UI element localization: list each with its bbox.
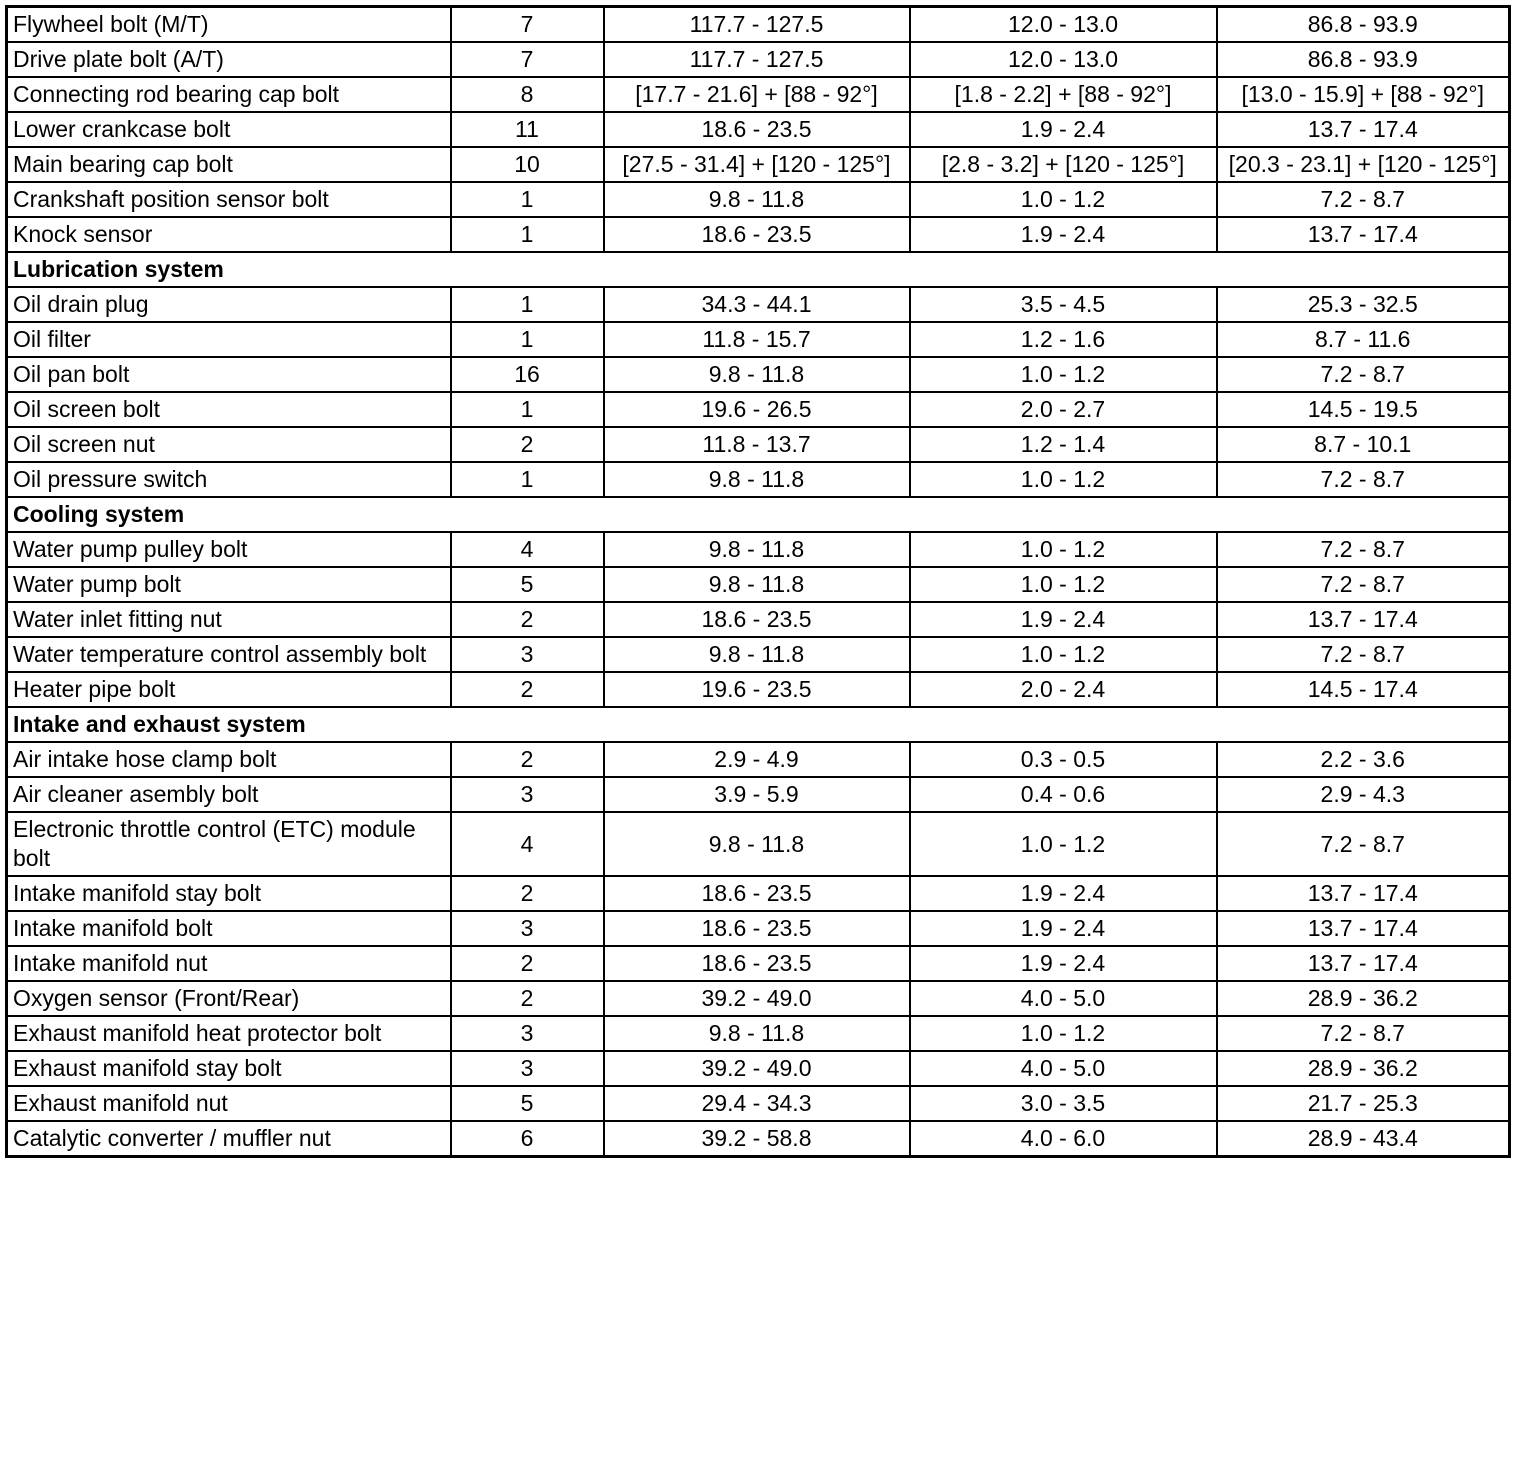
torque-kgfm-cell: 1.9 - 2.4 xyxy=(910,911,1217,946)
torque-lbft-cell: 7.2 - 8.7 xyxy=(1217,1016,1510,1051)
table-row xyxy=(7,1086,1510,1121)
torque-nm-cell: 9.8 - 11.8 xyxy=(604,637,910,672)
table-row xyxy=(7,532,1510,567)
item-name-cell: Heater pipe bolt xyxy=(7,672,451,707)
table-row xyxy=(7,182,1510,217)
quantity-cell: 11 xyxy=(451,112,604,147)
quantity-cell: 7 xyxy=(451,42,604,77)
torque-kgfm-cell: 4.0 - 6.0 xyxy=(910,1121,1217,1157)
torque-nm-cell: 19.6 - 23.5 xyxy=(604,672,910,707)
torque-kgfm-cell: 1.2 - 1.6 xyxy=(910,322,1217,357)
table-row xyxy=(7,392,1510,427)
quantity-cell: 2 xyxy=(451,876,604,911)
table-row xyxy=(7,112,1510,147)
item-name-cell: Oil filter xyxy=(7,322,451,357)
quantity-cell: 5 xyxy=(451,1086,604,1121)
table-row xyxy=(7,77,1510,112)
torque-lbft-cell: 13.7 - 17.4 xyxy=(1217,911,1510,946)
torque-lbft-cell: 13.7 - 17.4 xyxy=(1217,946,1510,981)
table-row xyxy=(7,287,1510,322)
table-row xyxy=(7,777,1510,812)
quantity-cell: 2 xyxy=(451,672,604,707)
table-row xyxy=(7,812,1510,876)
quantity-cell: 1 xyxy=(451,182,604,217)
torque-kgfm-cell: 1.0 - 1.2 xyxy=(910,1016,1217,1051)
torque-lbft-cell: 7.2 - 8.7 xyxy=(1217,357,1510,392)
quantity-cell: 3 xyxy=(451,777,604,812)
item-name-cell: Intake manifold bolt xyxy=(7,911,451,946)
torque-nm-cell: 11.8 - 15.7 xyxy=(604,322,910,357)
torque-lbft-cell: 28.9 - 36.2 xyxy=(1217,981,1510,1016)
quantity-cell: 6 xyxy=(451,1121,604,1157)
table-row xyxy=(7,637,1510,672)
torque-nm-cell: 18.6 - 23.5 xyxy=(604,876,910,911)
section-header-row xyxy=(7,497,1510,532)
torque-lbft-cell: 7.2 - 8.7 xyxy=(1217,462,1510,497)
section-title: Lubrication system xyxy=(7,252,1510,287)
torque-nm-cell: [17.7 - 21.6] + [88 - 92°] xyxy=(604,77,910,112)
torque-kgfm-cell: 4.0 - 5.0 xyxy=(910,1051,1217,1086)
torque-kgfm-cell: 1.9 - 2.4 xyxy=(910,112,1217,147)
torque-kgfm-cell: 12.0 - 13.0 xyxy=(910,42,1217,77)
torque-nm-cell: 34.3 - 44.1 xyxy=(604,287,910,322)
torque-lbft-cell: 8.7 - 10.1 xyxy=(1217,427,1510,462)
torque-lbft-cell: 28.9 - 36.2 xyxy=(1217,1051,1510,1086)
quantity-cell: 5 xyxy=(451,567,604,602)
item-name-cell: Oxygen sensor (Front/Rear) xyxy=(7,981,451,1016)
quantity-cell: 1 xyxy=(451,217,604,252)
table-row xyxy=(7,602,1510,637)
torque-lbft-cell: 14.5 - 19.5 xyxy=(1217,392,1510,427)
quantity-cell: 2 xyxy=(451,742,604,777)
item-name-cell: Air intake hose clamp bolt xyxy=(7,742,451,777)
quantity-cell: 3 xyxy=(451,911,604,946)
torque-lbft-cell: 13.7 - 17.4 xyxy=(1217,876,1510,911)
quantity-cell: 8 xyxy=(451,77,604,112)
torque-nm-cell: 117.7 - 127.5 xyxy=(604,42,910,77)
item-name-cell: Water pump pulley bolt xyxy=(7,532,451,567)
item-name-cell: Intake manifold nut xyxy=(7,946,451,981)
torque-kgfm-cell: 1.9 - 2.4 xyxy=(910,876,1217,911)
item-name-cell: Exhaust manifold nut xyxy=(7,1086,451,1121)
torque-kgfm-cell: 3.5 - 4.5 xyxy=(910,287,1217,322)
quantity-cell: 3 xyxy=(451,637,604,672)
torque-lbft-cell: 7.2 - 8.7 xyxy=(1217,182,1510,217)
table-row xyxy=(7,742,1510,777)
torque-nm-cell: 39.2 - 58.8 xyxy=(604,1121,910,1157)
table-row xyxy=(7,322,1510,357)
table-row xyxy=(7,981,1510,1016)
item-name-cell: Main bearing cap bolt xyxy=(7,147,451,182)
quantity-cell: 1 xyxy=(451,287,604,322)
torque-nm-cell: 9.8 - 11.8 xyxy=(604,357,910,392)
item-name-cell: Intake manifold stay bolt xyxy=(7,876,451,911)
torque-kgfm-cell: 0.4 - 0.6 xyxy=(910,777,1217,812)
torque-kgfm-cell: 1.0 - 1.2 xyxy=(910,532,1217,567)
torque-nm-cell: 11.8 - 13.7 xyxy=(604,427,910,462)
torque-kgfm-cell: 2.0 - 2.4 xyxy=(910,672,1217,707)
quantity-cell: 7 xyxy=(451,7,604,43)
quantity-cell: 2 xyxy=(451,602,604,637)
torque-kgfm-cell: 2.0 - 2.7 xyxy=(910,392,1217,427)
item-name-cell: Water pump bolt xyxy=(7,567,451,602)
torque-lbft-cell: [13.0 - 15.9] + [88 - 92°] xyxy=(1217,77,1510,112)
torque-nm-cell: 9.8 - 11.8 xyxy=(604,567,910,602)
item-name-cell: Catalytic converter / muffler nut xyxy=(7,1121,451,1157)
torque-nm-cell: 117.7 - 127.5 xyxy=(604,7,910,43)
torque-lbft-cell: 7.2 - 8.7 xyxy=(1217,812,1510,876)
torque-kgfm-cell: 1.9 - 2.4 xyxy=(910,217,1217,252)
torque-specification-table xyxy=(5,5,1511,1158)
quantity-cell: 3 xyxy=(451,1016,604,1051)
torque-lbft-cell: [20.3 - 23.1] + [120 - 125°] xyxy=(1217,147,1510,182)
quantity-cell: 4 xyxy=(451,812,604,876)
torque-nm-cell: 39.2 - 49.0 xyxy=(604,981,910,1016)
item-name-cell: Lower crankcase bolt xyxy=(7,112,451,147)
torque-lbft-cell: 13.7 - 17.4 xyxy=(1217,112,1510,147)
torque-lbft-cell: 14.5 - 17.4 xyxy=(1217,672,1510,707)
item-name-cell: Oil screen nut xyxy=(7,427,451,462)
table-row xyxy=(7,1051,1510,1086)
torque-nm-cell: 18.6 - 23.5 xyxy=(604,602,910,637)
table-row xyxy=(7,876,1510,911)
torque-kgfm-cell: 1.0 - 1.2 xyxy=(910,182,1217,217)
table-row xyxy=(7,462,1510,497)
table-row xyxy=(7,1121,1510,1157)
torque-lbft-cell: 13.7 - 17.4 xyxy=(1217,217,1510,252)
torque-lbft-cell: 2.2 - 3.6 xyxy=(1217,742,1510,777)
quantity-cell: 2 xyxy=(451,981,604,1016)
torque-lbft-cell: 21.7 - 25.3 xyxy=(1217,1086,1510,1121)
item-name-cell: Flywheel bolt (M/T) xyxy=(7,7,451,43)
torque-nm-cell: 18.6 - 23.5 xyxy=(604,946,910,981)
torque-nm-cell: 19.6 - 26.5 xyxy=(604,392,910,427)
section-title: Intake and exhaust system xyxy=(7,707,1510,742)
torque-kgfm-cell: 1.0 - 1.2 xyxy=(910,637,1217,672)
torque-kgfm-cell: 1.0 - 1.2 xyxy=(910,357,1217,392)
torque-lbft-cell: 2.9 - 4.3 xyxy=(1217,777,1510,812)
item-name-cell: Oil drain plug xyxy=(7,287,451,322)
quantity-cell: 2 xyxy=(451,946,604,981)
table-row xyxy=(7,1016,1510,1051)
torque-kgfm-cell: 1.0 - 1.2 xyxy=(910,812,1217,876)
item-name-cell: Water temperature control assembly bolt xyxy=(7,637,451,672)
torque-lbft-cell: 7.2 - 8.7 xyxy=(1217,567,1510,602)
item-name-cell: Electronic throttle control (ETC) module bolt xyxy=(7,812,451,876)
torque-kgfm-cell: 0.3 - 0.5 xyxy=(910,742,1217,777)
torque-nm-cell: 9.8 - 11.8 xyxy=(604,462,910,497)
torque-nm-cell: 9.8 - 11.8 xyxy=(604,812,910,876)
quantity-cell: 1 xyxy=(451,322,604,357)
item-name-cell: Drive plate bolt (A/T) xyxy=(7,42,451,77)
torque-kgfm-cell: 1.2 - 1.4 xyxy=(910,427,1217,462)
section-title: Cooling system xyxy=(7,497,1510,532)
torque-nm-cell: 18.6 - 23.5 xyxy=(604,112,910,147)
table-row xyxy=(7,567,1510,602)
torque-lbft-cell: 8.7 - 11.6 xyxy=(1217,322,1510,357)
section-header-row xyxy=(7,252,1510,287)
quantity-cell: 3 xyxy=(451,1051,604,1086)
item-name-cell: Air cleaner asembly bolt xyxy=(7,777,451,812)
torque-nm-cell: 39.2 - 49.0 xyxy=(604,1051,910,1086)
torque-nm-cell: 9.8 - 11.8 xyxy=(604,182,910,217)
torque-nm-cell: 9.8 - 11.8 xyxy=(604,532,910,567)
table-row xyxy=(7,911,1510,946)
torque-kgfm-cell: 1.9 - 2.4 xyxy=(910,946,1217,981)
table-row xyxy=(7,147,1510,182)
torque-nm-cell: 18.6 - 23.5 xyxy=(604,911,910,946)
torque-nm-cell: 29.4 - 34.3 xyxy=(604,1086,910,1121)
torque-lbft-cell: 13.7 - 17.4 xyxy=(1217,602,1510,637)
table-row xyxy=(7,42,1510,77)
table-row xyxy=(7,357,1510,392)
torque-kgfm-cell: [1.8 - 2.2] + [88 - 92°] xyxy=(910,77,1217,112)
section-header-row xyxy=(7,707,1510,742)
item-name-cell: Exhaust manifold heat protector bolt xyxy=(7,1016,451,1051)
table-row xyxy=(7,427,1510,462)
torque-nm-cell: [27.5 - 31.4] + [120 - 125°] xyxy=(604,147,910,182)
table-row xyxy=(7,217,1510,252)
quantity-cell: 2 xyxy=(451,427,604,462)
torque-kgfm-cell: [2.8 - 3.2] + [120 - 125°] xyxy=(910,147,1217,182)
torque-kgfm-cell: 4.0 - 5.0 xyxy=(910,981,1217,1016)
torque-lbft-cell: 28.9 - 43.4 xyxy=(1217,1121,1510,1157)
torque-kgfm-cell: 3.0 - 3.5 xyxy=(910,1086,1217,1121)
quantity-cell: 1 xyxy=(451,462,604,497)
torque-lbft-cell: 7.2 - 8.7 xyxy=(1217,637,1510,672)
item-name-cell: Water inlet fitting nut xyxy=(7,602,451,637)
quantity-cell: 1 xyxy=(451,392,604,427)
torque-lbft-cell: 86.8 - 93.9 xyxy=(1217,42,1510,77)
torque-kgfm-cell: 1.9 - 2.4 xyxy=(910,602,1217,637)
torque-lbft-cell: 25.3 - 32.5 xyxy=(1217,287,1510,322)
table-row xyxy=(7,672,1510,707)
item-name-cell: Crankshaft position sensor bolt xyxy=(7,182,451,217)
torque-kgfm-cell: 1.0 - 1.2 xyxy=(910,567,1217,602)
torque-nm-cell: 3.9 - 5.9 xyxy=(604,777,910,812)
item-name-cell: Exhaust manifold stay bolt xyxy=(7,1051,451,1086)
item-name-cell: Oil pressure switch xyxy=(7,462,451,497)
quantity-cell: 4 xyxy=(451,532,604,567)
table-row xyxy=(7,7,1510,43)
item-name-cell: Oil pan bolt xyxy=(7,357,451,392)
table-row xyxy=(7,946,1510,981)
torque-nm-cell: 2.9 - 4.9 xyxy=(604,742,910,777)
torque-kgfm-cell: 12.0 - 13.0 xyxy=(910,7,1217,43)
torque-lbft-cell: 86.8 - 93.9 xyxy=(1217,7,1510,43)
torque-nm-cell: 9.8 - 11.8 xyxy=(604,1016,910,1051)
quantity-cell: 10 xyxy=(451,147,604,182)
torque-lbft-cell: 7.2 - 8.7 xyxy=(1217,532,1510,567)
quantity-cell: 16 xyxy=(451,357,604,392)
torque-kgfm-cell: 1.0 - 1.2 xyxy=(910,462,1217,497)
torque-nm-cell: 18.6 - 23.5 xyxy=(604,217,910,252)
item-name-cell: Knock sensor xyxy=(7,217,451,252)
torque-table-body xyxy=(7,7,1510,1157)
item-name-cell: Connecting rod bearing cap bolt xyxy=(7,77,451,112)
item-name-cell: Oil screen bolt xyxy=(7,392,451,427)
